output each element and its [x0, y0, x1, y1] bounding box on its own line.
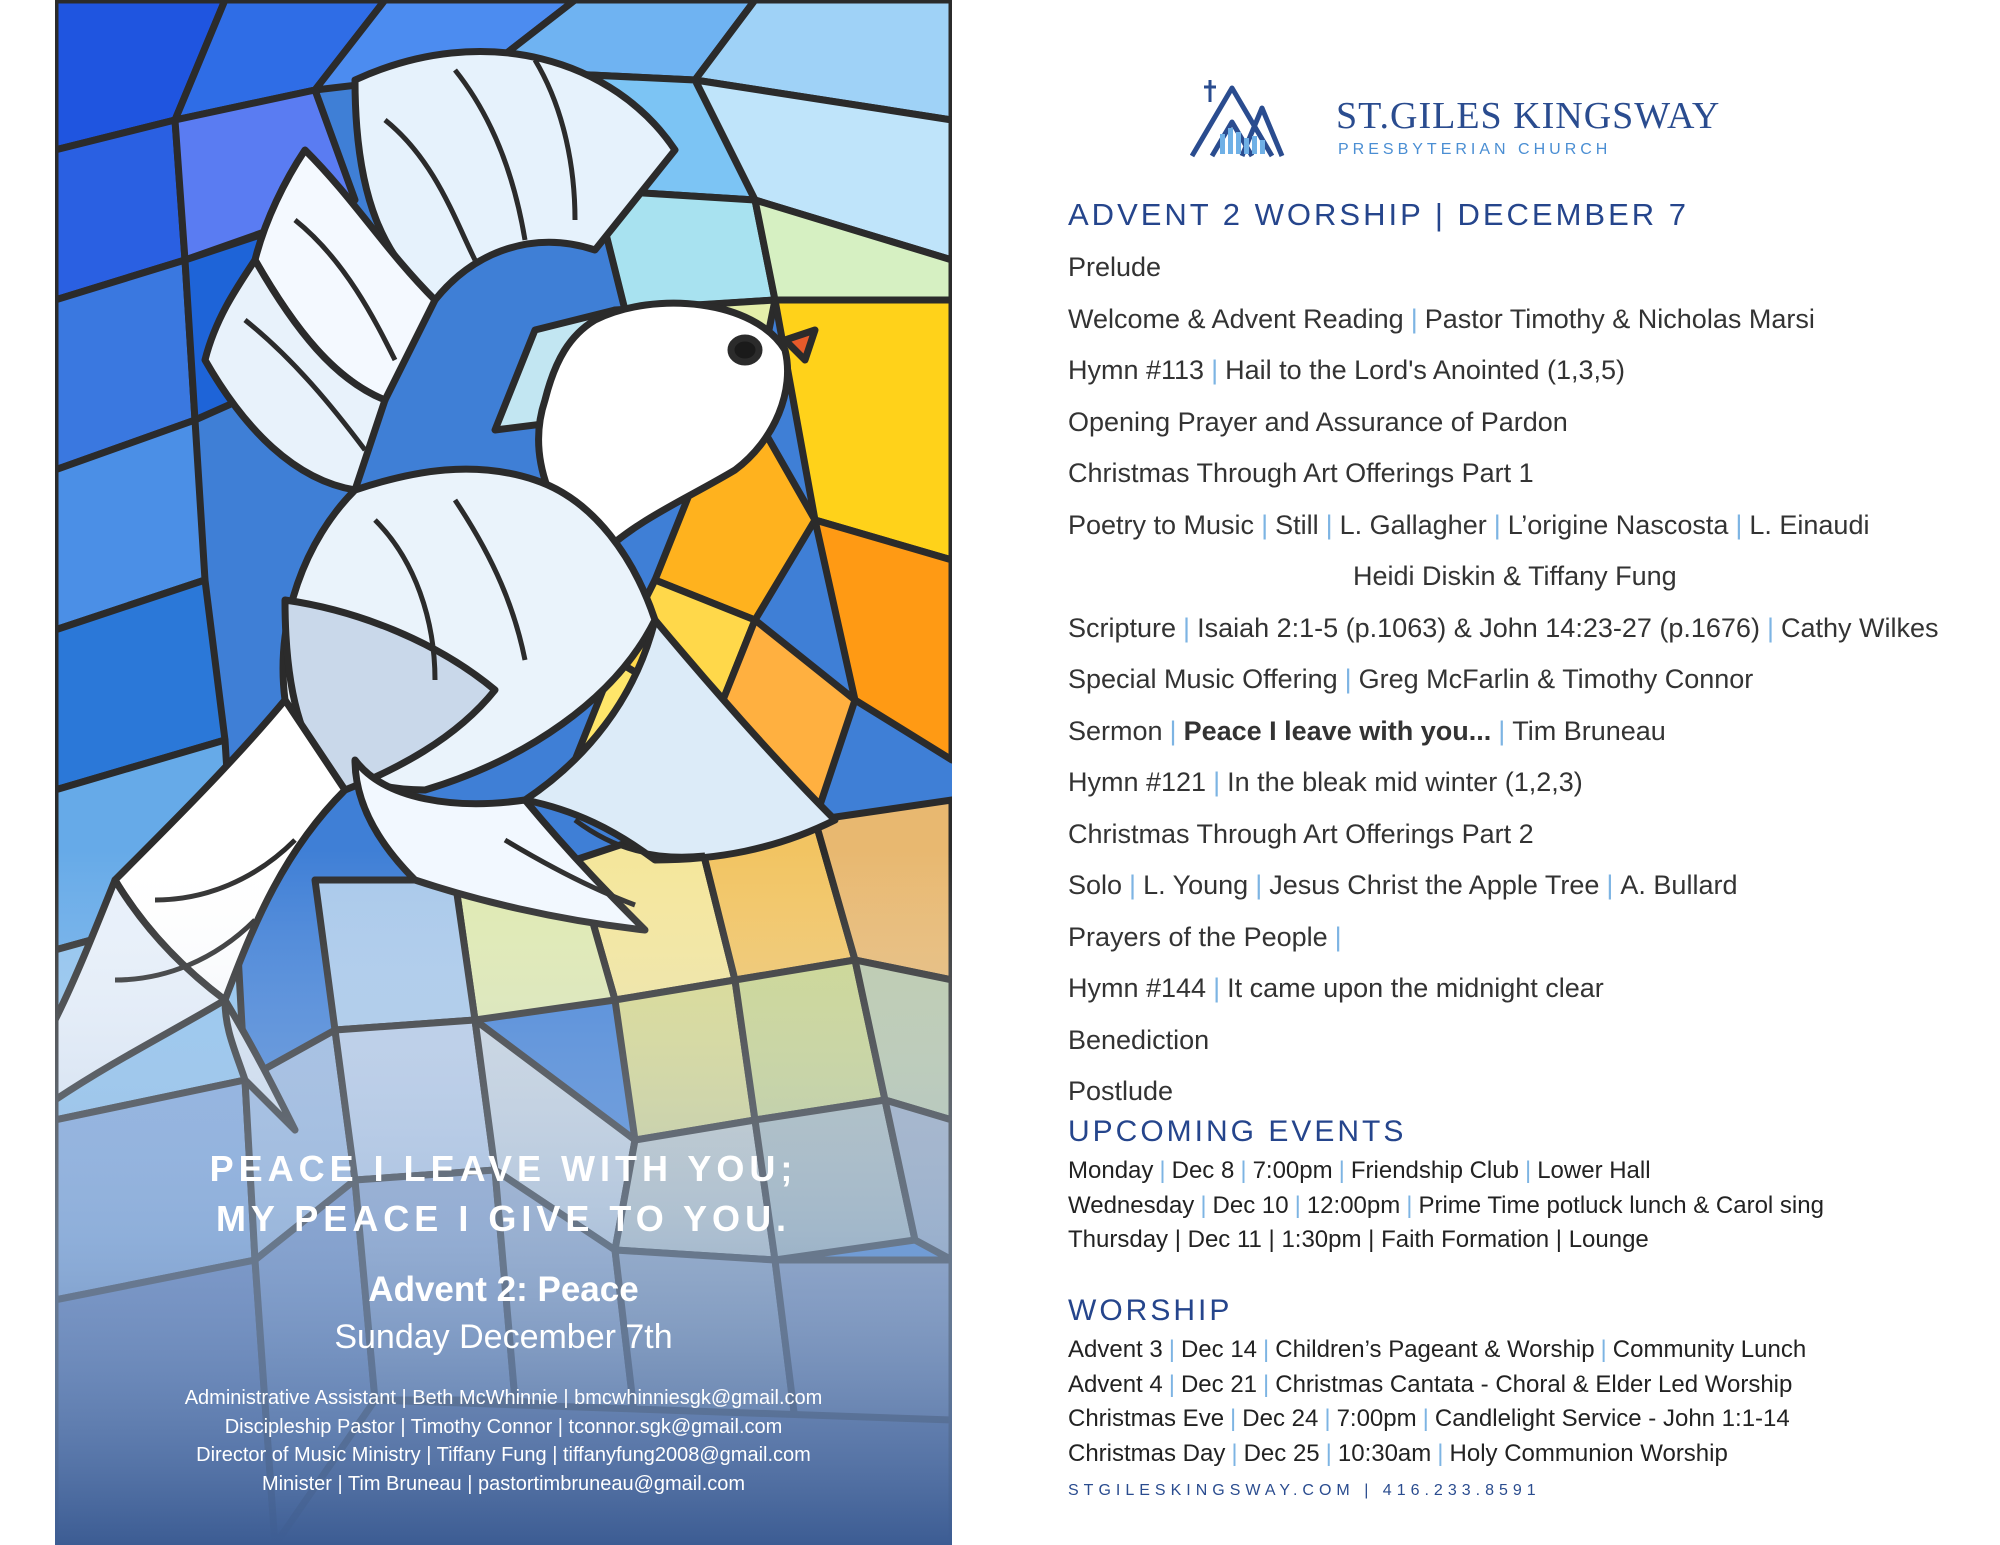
order-of-worship-item	[1068, 1025, 1209, 1056]
item-part: In the bleak mid winter (1,2,3)	[1227, 767, 1583, 797]
item-part: Prayers of the People	[1068, 921, 1328, 952]
order-of-worship-item	[1068, 716, 1666, 747]
separator: |	[1240, 1157, 1247, 1184]
church-logo-icon	[1190, 78, 1320, 160]
order-of-worship-heading: ADVENT 2 WORSHIP | DECEMBER 7	[1068, 197, 1690, 232]
separator: |	[1410, 303, 1418, 334]
item-part: 7:00pm	[1336, 1405, 1417, 1432]
item-part: Peace I leave with you...	[1183, 715, 1492, 746]
order-of-worship-item	[1068, 510, 1869, 541]
item-part: Dec 10	[1212, 1191, 1289, 1219]
item-part: Solo	[1068, 870, 1123, 900]
upcoming-event-row: Thursday | Dec 11 | 1:30pm | Faith Formation | Lounge	[1068, 1226, 1649, 1253]
item-part: Christmas Cantata - Choral & Elder Led Worship	[1275, 1370, 1793, 1398]
separator: |	[1524, 1157, 1532, 1184]
item-part: Wednesday	[1068, 1191, 1195, 1219]
church-name: ST.GILES KINGSWAY	[1336, 95, 1721, 137]
separator: |	[1334, 921, 1342, 952]
item-part: Hymn #144	[1068, 973, 1207, 1003]
worship-event-row	[1068, 1371, 1792, 1399]
separator: |	[1169, 715, 1177, 746]
item-part: Sermon	[1068, 715, 1163, 746]
item-part: It came upon the midnight clear	[1227, 973, 1604, 1003]
item-part: Dec 14	[1180, 1336, 1258, 1363]
separator: |	[1338, 1157, 1345, 1184]
separator: |	[1324, 1405, 1331, 1432]
separator: |	[1325, 1439, 1332, 1467]
item-part: Children’s Pageant & Worship	[1275, 1336, 1595, 1363]
separator: |	[1211, 355, 1219, 385]
item-part: Lower Hall	[1537, 1157, 1651, 1184]
item-part: L’origine Nascosta	[1507, 509, 1729, 540]
contact-admin-assistant: Administrative Assistant | Beth McWhinnie | bmcwhinniesgk@gmail.com	[184, 1387, 823, 1409]
item-part: Christmas Day	[1068, 1439, 1226, 1467]
item-part: Dec 8	[1171, 1157, 1235, 1184]
order-of-worship-item	[1068, 304, 1815, 335]
item-part: Hymn #113	[1068, 355, 1205, 385]
order-of-worship-item	[1068, 922, 1349, 953]
worship-event-row	[1068, 1405, 1790, 1433]
separator: |	[1294, 1191, 1301, 1219]
item-part: Hail to the Lord's Anointed (1,3,5)	[1225, 355, 1625, 385]
worship-event-row	[1068, 1336, 1806, 1364]
separator: |	[1422, 1405, 1429, 1432]
item-part: Christmas Eve	[1068, 1405, 1225, 1432]
item-part: Christmas Through Art Offerings Part 2	[1068, 818, 1534, 849]
item-part: Cathy Wilkes	[1780, 612, 1939, 643]
order-of-worship-item	[1068, 407, 1568, 438]
item-part: Prime Time potluck lunch & Carol sing	[1418, 1191, 1824, 1219]
item-part: A. Bullard	[1620, 870, 1738, 900]
item-part: 7:00pm	[1252, 1157, 1333, 1184]
item-part: Heidi Diskin & Tiffany Fung	[1353, 561, 1677, 591]
separator: |	[1230, 1405, 1237, 1432]
item-part: Scripture	[1068, 612, 1177, 643]
separator: |	[1344, 664, 1352, 694]
upcoming-event-row	[1068, 1192, 1824, 1220]
item-part: Advent 4	[1068, 1370, 1163, 1398]
item-part: Benediction	[1068, 1024, 1210, 1055]
separator: |	[1263, 1336, 1270, 1363]
item-part: Opening Prayer and Assurance of Pardon	[1068, 406, 1568, 437]
separator: |	[1213, 973, 1221, 1003]
separator: |	[1183, 612, 1191, 643]
item-part: Still	[1275, 509, 1319, 540]
separator: |	[1606, 870, 1614, 900]
item-part: Holy Communion Worship	[1449, 1439, 1728, 1467]
order-of-worship-item	[1068, 870, 1737, 901]
item-part: Dec 25	[1243, 1439, 1320, 1467]
separator: |	[1255, 870, 1263, 900]
separator: |	[1325, 509, 1333, 540]
separator: |	[1766, 612, 1774, 643]
item-part: L. Young	[1143, 870, 1249, 900]
order-of-worship-item	[1068, 355, 1625, 386]
order-of-worship-item	[1068, 1076, 1173, 1107]
item-part: Welcome & Advent Reading	[1068, 303, 1404, 334]
contact-minister: Minister | Tim Bruneau | pastortimbruneau@gmail.com	[261, 1473, 746, 1495]
separator: |	[1231, 1439, 1238, 1467]
separator: |	[1600, 1336, 1607, 1363]
order-of-worship-item	[1068, 458, 1534, 489]
worship-schedule-heading: WORSHIP	[1068, 1294, 1233, 1327]
item-part: Advent 3	[1068, 1336, 1163, 1363]
order-of-worship-item	[1068, 767, 1583, 798]
separator: |	[1261, 509, 1269, 540]
item-part: Pastor Timothy & Nicholas Marsi	[1424, 303, 1815, 334]
item-part: Friendship Club	[1350, 1157, 1519, 1184]
item-part: Jesus Christ the Apple Tree	[1269, 870, 1600, 900]
separator: |	[1168, 1336, 1175, 1363]
order-of-worship-item	[1068, 252, 1161, 283]
item-part: Candlelight Service - John 1:1-14	[1434, 1405, 1790, 1432]
footer-contact: STGILESKINGSWAY.COM | 416.233.8591	[1068, 1482, 1541, 1499]
church-subtitle: PRESBYTERIAN CHURCH	[1338, 141, 1612, 158]
contact-discipleship-pastor: Discipleship Pastor | Timothy Connor | tconnor.sgk@gmail.com	[224, 1416, 783, 1438]
upcoming-event-row	[1068, 1157, 1651, 1185]
item-part: Prelude	[1068, 252, 1162, 282]
separator: |	[1129, 870, 1137, 900]
order-of-worship-item	[1068, 613, 1938, 644]
item-part: Poetry to Music	[1068, 509, 1255, 540]
separator: |	[1159, 1157, 1166, 1184]
item-part: Dec 24	[1242, 1405, 1319, 1432]
item-part: Tim Bruneau	[1512, 715, 1666, 746]
item-part: Greg McFarlin & Timothy Connor	[1358, 664, 1754, 694]
contact-music-director: Director of Music Ministry | Tiffany Fung | tiffanyfung2008@gmail.com	[196, 1444, 811, 1466]
cover-service-date: Sunday December 7th	[334, 1318, 673, 1356]
item-part: Postlude	[1068, 1076, 1174, 1106]
upcoming-events-heading: UPCOMING EVENTS	[1068, 1115, 1407, 1148]
item-part: Community Lunch	[1612, 1336, 1807, 1363]
order-of-worship-item	[1068, 973, 1604, 1004]
separator: |	[1263, 1370, 1270, 1398]
item-part: 10:30am	[1337, 1439, 1432, 1467]
item-part: Isaiah 2:1-5 (p.1063) & John 14:23-27 (p.1676)	[1197, 612, 1760, 643]
separator: |	[1168, 1370, 1175, 1398]
separator: |	[1213, 767, 1221, 797]
separator: |	[1493, 509, 1501, 540]
separator: |	[1200, 1191, 1207, 1219]
cover-verse-line-1: PEACE I LEAVE WITH YOU;	[209, 1148, 798, 1189]
cover-verse-line-2: MY PEACE I GIVE TO YOU.	[215, 1198, 792, 1239]
item-part: Christmas Through Art Offerings Part 1	[1068, 458, 1534, 488]
item-part: Special Music Offering	[1068, 664, 1338, 694]
separator: |	[1735, 509, 1743, 540]
item-part: 12:00pm	[1306, 1191, 1401, 1219]
item-part: Monday	[1068, 1157, 1154, 1184]
separator: |	[1437, 1439, 1444, 1467]
cover-subtitle: Advent 2: Peace	[368, 1270, 639, 1309]
item-part: Hymn #121	[1068, 767, 1207, 797]
item-part: L. Einaudi	[1749, 509, 1870, 540]
separator: |	[1498, 715, 1506, 746]
item-part: L. Gallagher	[1339, 509, 1487, 540]
separator: |	[1406, 1191, 1413, 1219]
order-of-worship-item	[1068, 664, 1753, 695]
order-of-worship-item	[1353, 561, 1677, 592]
worship-event-row	[1068, 1440, 1728, 1468]
item-part: Dec 21	[1180, 1370, 1258, 1398]
order-of-worship-item	[1068, 819, 1534, 850]
